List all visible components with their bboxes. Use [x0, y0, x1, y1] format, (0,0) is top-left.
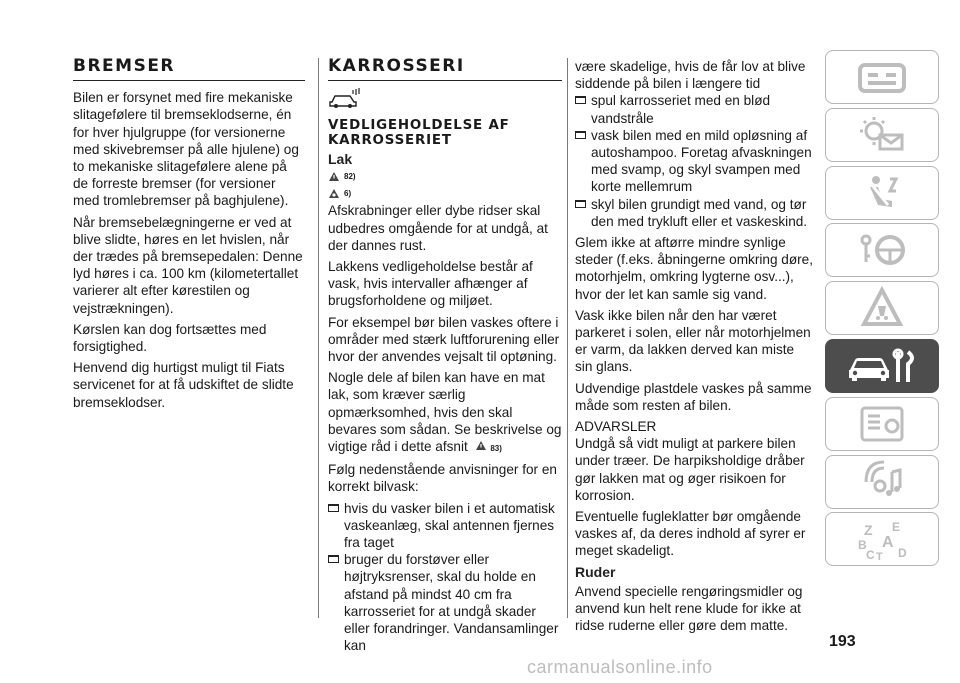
section-title-brakes: BREMSER	[73, 58, 305, 81]
emergency-icon	[842, 286, 922, 330]
caution-icon	[328, 188, 340, 199]
column-divider	[567, 58, 568, 618]
section-title-body: KARROSSERI	[328, 58, 562, 81]
list-item-text: vask bilen med en mild opløsning af autoshampoo. Foretag afvaskningen med svamp, og skyl svampen med korte mellemrum	[591, 127, 812, 195]
tab-index[interactable]	[825, 512, 939, 566]
dashboard-icon	[842, 55, 922, 99]
tab-dashboard[interactable]	[825, 50, 939, 104]
bullet-icon	[575, 131, 586, 139]
index-letter: Z	[864, 522, 873, 539]
tab-service-maintenance[interactable]	[825, 339, 939, 393]
index-icon	[842, 517, 922, 561]
airbag-safety-icon	[842, 171, 922, 215]
reference-number: 83)	[490, 444, 502, 454]
service-maintenance-icon	[842, 344, 922, 388]
paragraph: For eksempel bør bilen vaskes oftere i områder med stærk luftforurening eller hvor der anvendes vejsalt til optøning.	[328, 314, 560, 365]
paragraph: Undgå så vidt muligt at parkere bilen under træer. De harpiksholdige dråber gør lakken mat og øger risikoen for korrosion.	[575, 436, 805, 503]
key-steering-icon	[842, 228, 922, 272]
caution-reference	[328, 185, 562, 202]
warning-triangle-icon	[475, 440, 487, 451]
index-letter: E	[892, 520, 901, 535]
column-divider	[318, 58, 319, 618]
paragraph: Kørslen kan dog fortsættes med forsigtighed.	[73, 321, 267, 355]
index-letter: T	[876, 551, 883, 562]
multimedia-icon	[842, 460, 922, 504]
subsection-title: VEDLIGEHOLDELSE AF KARROSSERIET	[328, 118, 510, 149]
column-body	[328, 58, 562, 654]
bullet-icon	[328, 555, 339, 563]
technical-data-icon	[842, 402, 922, 446]
tab-technical-data[interactable]	[825, 397, 939, 451]
paragraph: Når bremsebelægningerne er ved at blive slidte, høres en let hvislen, når der trædes på bremsepedalen: Denne lyd høres i ca. 100 km (kilometertallet varierer alt efter kørestilen og vejstrækningen).	[73, 214, 303, 316]
tab-starting-driving[interactable]	[825, 223, 939, 277]
paragraph: Henvend dig hurtigst muligt til Fiats servicenet for at få udskiftet de slidte bremseklodser.	[73, 360, 294, 410]
bullet-icon	[575, 200, 586, 208]
tab-warning-lights[interactable]	[825, 108, 939, 162]
heading-windows: Ruder	[575, 563, 616, 580]
warning-triangle-icon	[328, 171, 340, 182]
index-letter: C	[866, 548, 875, 562]
column-body-continued	[575, 58, 815, 639]
warning-lights-icon	[842, 113, 922, 157]
warning-reference	[328, 168, 562, 185]
reference-number: 6)	[344, 189, 352, 199]
paragraph: være skadelige, hvis de får lov at blive siddende på bilen i længere tid	[575, 59, 806, 92]
chapter-tabs	[825, 50, 939, 570]
warnings-label: ADVARSLER	[575, 419, 657, 435]
tab-emergency[interactable]	[825, 281, 939, 335]
list-item	[575, 127, 815, 196]
paragraph	[328, 369, 562, 457]
reference-number: 82)	[344, 172, 356, 182]
paragraph: Følg nedenstående anvisninger for en korrekt bilvask:	[328, 462, 557, 495]
list-item-text: hvis du vasker bilen i et automatisk vaskeanlæg, skal antennen fjernes fra taget	[344, 500, 555, 551]
list-item	[575, 196, 815, 230]
bullet-icon	[575, 96, 586, 104]
paragraph: Vask ikke bilen når den har været parkeret i solen, eller når motorhjelmen er varm, da lakken derved kan miste sin glans.	[575, 307, 811, 375]
paragraph: Afskrabninger eller dybe ridser skal udbedres omgående for at undgå, at der dannes rust.	[328, 203, 548, 253]
list-item	[328, 551, 562, 654]
tab-multimedia[interactable]	[825, 455, 939, 509]
bullet-icon	[328, 504, 339, 512]
paragraph: Lakkens vedligeholdelse består af vask, hvis intervaller afhænger af brugsforholdene og miljøet.	[328, 259, 533, 309]
list-item-text: bruger du forstøver eller højtryksrenser, skal du holde en afstand på mindst 40 cm fra karrosseriet for at undgå skader eller forandringer. Vandansamlinger kan	[344, 552, 559, 654]
index-letter: B	[858, 538, 867, 553]
list-item-text: skyl bilen grundigt med vand, og tør den med trykluft eller et vaskeskind.	[591, 196, 808, 229]
paragraph: Udvendige plastdele vaskes på samme måde som resten af bilen.	[575, 380, 812, 413]
page-number: 193	[829, 633, 856, 650]
list-item	[575, 92, 815, 126]
paragraph: Anvend specielle rengøringsmidler og anvend kun helt rene klude for ikke at ridse ruderne eller gøre dem matte.	[575, 583, 803, 634]
list-item	[328, 500, 562, 552]
index-letter: D	[898, 546, 907, 561]
paragraph: Eventuelle fugleklatter bør omgående vaskes af, da deres indhold af syrer er meget skadeligt.	[575, 509, 806, 559]
car-wash-icon	[328, 86, 562, 110]
tab-safety[interactable]	[825, 166, 939, 220]
list-item-text: spul karrosseriet med en blød vandstråle	[591, 93, 771, 126]
paragraph: Bilen er forsynet med fire mekaniske slitagefølere til bremseklodserne, én for hver hjulgruppe (for versionerne med skivebremser på alle hjulene) og to mekaniske slitagefølere alene på de forreste bremser (for versioner med tromlebremser på baghjulene).	[73, 90, 299, 209]
column-brakes	[73, 58, 305, 415]
heading-paint: Lak	[328, 151, 353, 168]
watermark: carmanualsonline.info	[527, 657, 713, 677]
index-letter: A	[882, 534, 894, 552]
paragraph-text: Nogle dele af bilen kan have en mat lak, som kræver særlig opmærksomhed, hvis den skal bevares som sådan. Se beskrivelse og vigtige råd i dette afsnit	[328, 370, 562, 455]
paragraph: Glem ikke at aftørre mindre synlige steder (f.eks. åbningerne omkring døre, motorhjelm, omkring lygterne osv...), hvor der let kan samle sig vand.	[575, 235, 814, 302]
